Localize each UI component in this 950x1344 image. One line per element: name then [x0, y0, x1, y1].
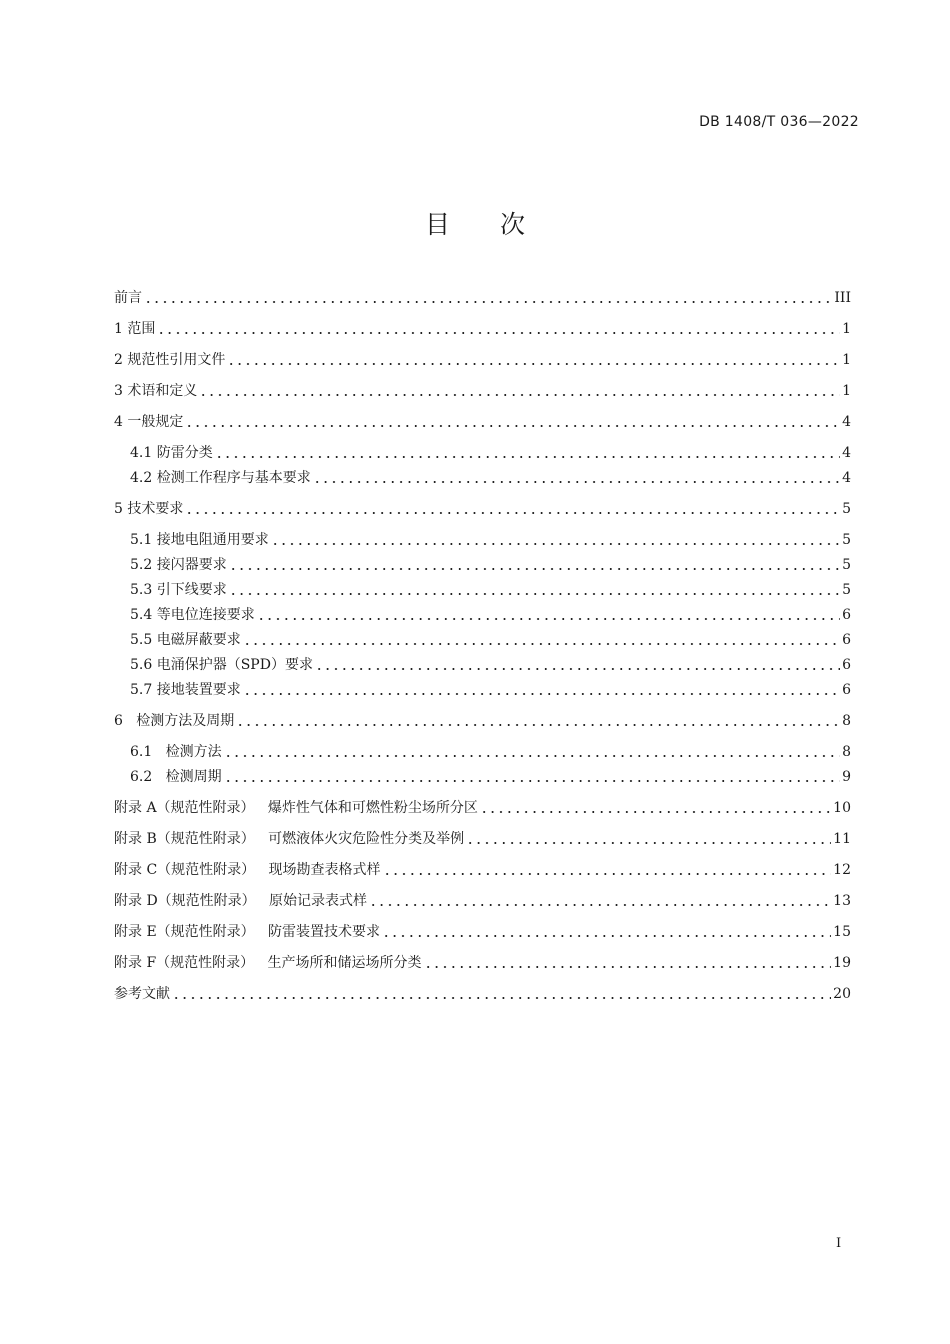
toc-entry-number: 5 [114, 501, 128, 517]
toc-entry[interactable] [114, 921, 851, 943]
toc-entry-page: 5 [842, 557, 851, 573]
toc-entry-label: 接地装置要求 [156, 682, 241, 698]
toc-entry-page: 8 [842, 713, 851, 729]
toc-entry-page: 8 [842, 744, 851, 760]
toc-entry-label: 检测方法 [165, 744, 222, 760]
toc-entry-label: 生产场所和储运场所分类 [267, 955, 422, 971]
toc-entry-page: 1 [842, 352, 851, 368]
toc-entry-label: 接闪器要求 [156, 557, 227, 573]
toc-entry[interactable] [130, 554, 851, 576]
toc-entry[interactable] [114, 710, 851, 732]
toc-entry[interactable] [130, 529, 851, 551]
toc-entry-label: 参考文献 [114, 986, 170, 1002]
toc-entry[interactable] [130, 579, 851, 601]
title-char-1: 目 [424, 210, 450, 239]
dot-leader [172, 997, 831, 999]
dot-leader [185, 512, 840, 514]
toc-entry-number: 6.2 [130, 769, 166, 785]
toc-entry-label: 规范性引用文件 [127, 352, 226, 368]
toc-entry[interactable] [114, 890, 851, 912]
dot-leader [466, 842, 831, 844]
toc-entry-label: 防雷分类 [156, 445, 213, 461]
dot-leader [424, 966, 832, 968]
toc-entry[interactable] [114, 797, 851, 819]
toc-entry-page: 6 [842, 657, 851, 673]
toc-entry-number: 4.1 [130, 445, 157, 461]
toc-entry-page: 13 [833, 893, 851, 909]
dot-leader [227, 363, 840, 365]
toc-entry[interactable] [130, 604, 851, 626]
toc-entry-number: 4 [114, 414, 128, 430]
toc-entry-label: 原始记录表式样 [269, 893, 368, 909]
toc-entry-number: 6 [114, 713, 137, 729]
toc-entry[interactable] [114, 983, 851, 1005]
dot-leader [382, 935, 831, 937]
toc-entry-number: 附录 E（规范性附录） [114, 924, 269, 940]
toc-entry-page: 5 [842, 501, 851, 517]
toc-entry-page: 19 [833, 955, 851, 971]
toc-entry-label: 前言 [114, 290, 142, 306]
toc-entry-page: III [834, 290, 851, 306]
toc-entry[interactable] [114, 952, 851, 974]
toc-entry-number: 2 [114, 352, 128, 368]
toc-entry-label: 电涌保护器（SPD）要求 [156, 657, 313, 673]
toc-entry-page: 20 [833, 986, 851, 1002]
toc-entry-number: 附录 C（规范性附录） [114, 862, 269, 878]
toc-entry-page: 4 [842, 445, 851, 461]
toc-entry-page: 9 [842, 769, 851, 785]
toc-entry[interactable] [114, 411, 851, 433]
toc-entry[interactable] [114, 828, 851, 850]
toc-entry-number: 5.1 [130, 532, 157, 548]
dot-leader [383, 873, 832, 875]
toc-entry-page: 6 [842, 682, 851, 698]
toc-entry[interactable] [114, 349, 851, 371]
toc-entry-label: 检测周期 [165, 769, 222, 785]
dot-leader [229, 568, 840, 570]
toc-entry-label: 术语和定义 [127, 383, 198, 399]
dot-leader [224, 780, 840, 782]
dot-leader [215, 456, 840, 458]
toc-entry-label: 范围 [127, 321, 156, 337]
toc-entry-page: 6 [842, 607, 851, 623]
page-number: I [836, 1236, 842, 1251]
toc-entry-label: 技术要求 [127, 501, 184, 517]
toc-entry-page: 4 [842, 470, 851, 486]
dot-leader [271, 543, 840, 545]
toc-entry-page: 5 [842, 582, 851, 598]
toc-entry[interactable] [130, 741, 851, 763]
toc-entry-number: 附录 D（规范性附录） [114, 893, 270, 909]
dot-leader [224, 755, 840, 757]
toc-entry-label: 引下线要求 [156, 582, 227, 598]
toc-entry[interactable] [114, 318, 851, 340]
toc-entry-page: 5 [842, 532, 851, 548]
toc-entry-number: 6.1 [130, 744, 166, 760]
toc-entry-label: 爆炸性气体和可燃性粉尘场所分区 [267, 800, 478, 816]
toc-entry[interactable] [130, 467, 851, 489]
dot-leader [144, 301, 832, 303]
toc-entry[interactable] [114, 380, 851, 402]
toc-entry[interactable] [130, 629, 851, 651]
toc-entry-number: 4.2 [130, 470, 157, 486]
dot-leader [313, 481, 840, 483]
toc-entry-number: 1 [114, 321, 128, 337]
dot-leader [369, 904, 831, 906]
toc-entry-page: 12 [833, 862, 851, 878]
toc-entry-label: 等电位连接要求 [156, 607, 255, 623]
toc-entry-page: 10 [833, 800, 851, 816]
toc-entry[interactable] [114, 498, 851, 520]
toc-entry[interactable] [130, 442, 851, 464]
toc-entry-page: 1 [842, 383, 851, 399]
toc-entry-number: 5.5 [130, 632, 157, 648]
dot-leader [157, 332, 840, 334]
toc-entry[interactable] [130, 766, 851, 788]
toc-entry-number: 3 [114, 383, 128, 399]
toc-entry-number: 5.6 [130, 657, 157, 673]
toc-entry-label: 现场勘查表格式样 [268, 862, 381, 878]
toc-entry-page: 15 [833, 924, 851, 940]
dot-leader [243, 693, 840, 695]
toc-entry-page: 6 [842, 632, 851, 648]
dot-leader [229, 593, 840, 595]
toc-entry-label: 电磁屏蔽要求 [156, 632, 241, 648]
toc-entry-number: 附录 F（规范性附录） [114, 955, 268, 971]
toc-entry[interactable] [114, 287, 851, 309]
toc-entry[interactable] [114, 859, 851, 881]
dot-leader [185, 425, 840, 427]
toc-entry-number: 5.7 [130, 682, 157, 698]
document-code: DB 1408/T 036—2022 [699, 114, 859, 130]
toc-entry-number: 附录 A（规范性附录） [114, 800, 268, 816]
toc-entry-label: 一般规定 [127, 414, 184, 430]
toc-entry-number: 5.4 [130, 607, 157, 623]
toc-entry[interactable] [130, 654, 851, 676]
toc-entry-page: 11 [833, 831, 851, 847]
page-title [0, 205, 950, 241]
dot-leader [236, 724, 840, 726]
dot-leader [199, 394, 840, 396]
dot-leader [243, 643, 840, 645]
toc-entry-page: 1 [842, 321, 851, 337]
toc-entry-number: 附录 B（规范性附录） [114, 831, 269, 847]
toc-entry[interactable] [130, 679, 851, 701]
dot-leader [480, 811, 831, 813]
toc-entry-page: 4 [842, 414, 851, 430]
toc-entry-label: 检测方法及周期 [136, 713, 235, 729]
title-char-2: 次 [500, 210, 526, 239]
toc-entry-number: 5.2 [130, 557, 157, 573]
dot-leader [257, 618, 840, 620]
toc-entry-number: 5.3 [130, 582, 157, 598]
toc-entry-label: 检测工作程序与基本要求 [156, 470, 311, 486]
dot-leader [315, 668, 840, 670]
toc-entry-label: 可燃液体火灾危险性分类及举例 [268, 831, 465, 847]
toc-entry-label: 防雷装置技术要求 [268, 924, 381, 940]
toc-entry-label: 接地电阻通用要求 [156, 532, 269, 548]
